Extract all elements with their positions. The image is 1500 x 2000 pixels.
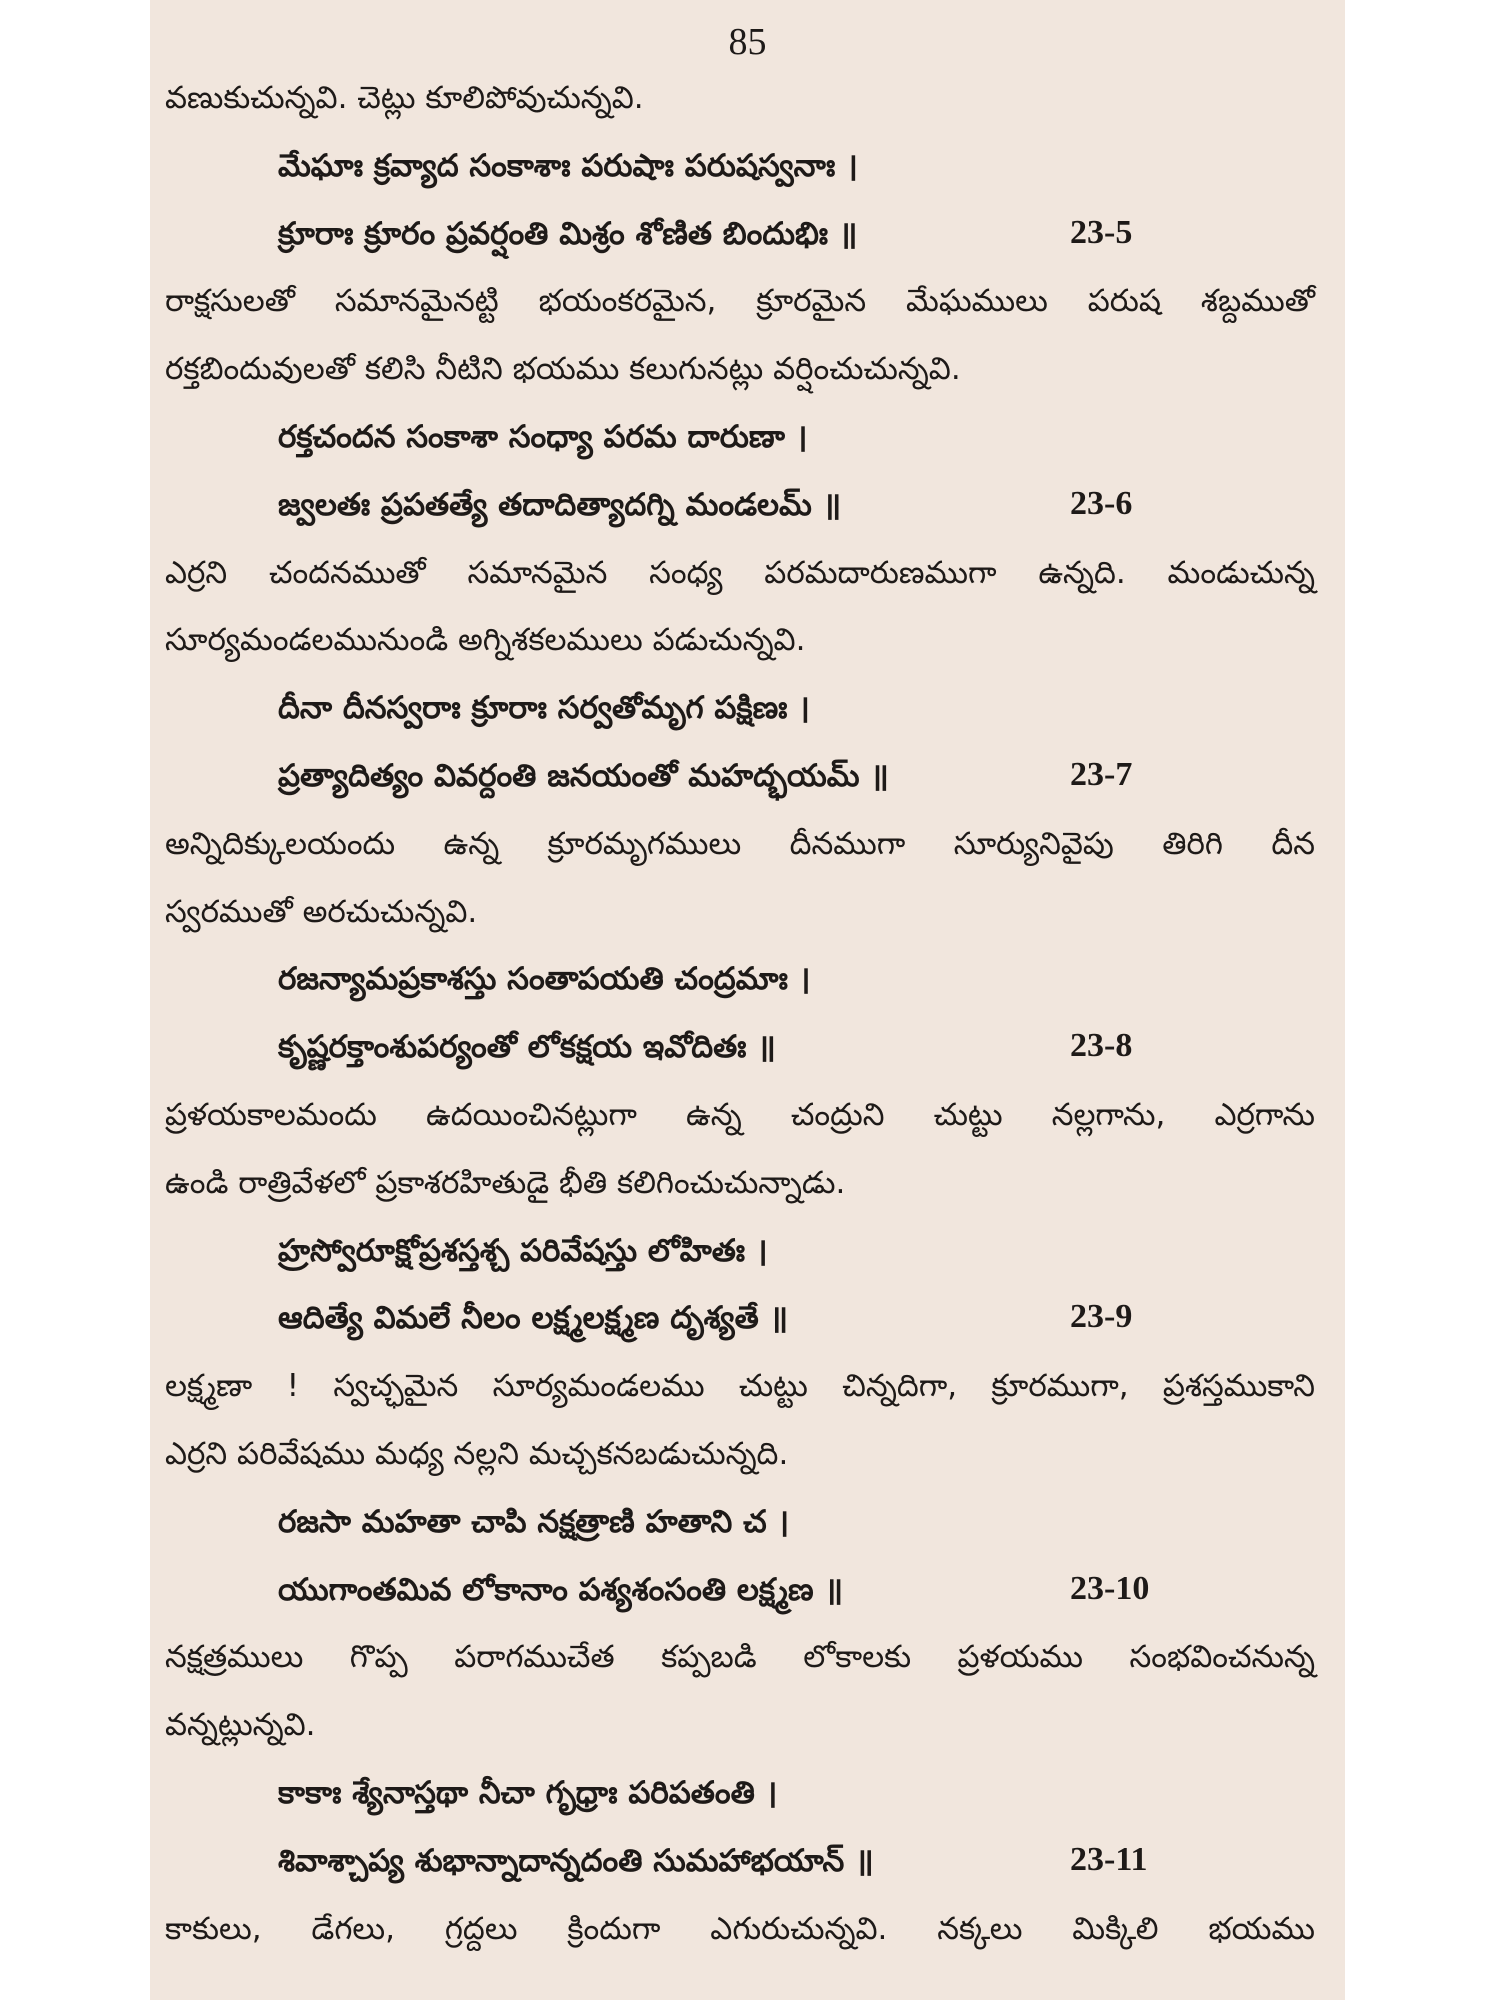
- prose-line: ఉండి రాత్రివేళలో ప్రకాశరహితుడై భీతి కలిగించుచున్నాడు.: [165, 1165, 846, 1201]
- prose-line: ఎర్రని పరివేషము మధ్య నల్లని మచ్చకనబడుచున్నది.: [165, 1436, 789, 1472]
- prose-line: వణుకుచున్నవి. చెట్లు కూలిపోవుచున్నవి.: [165, 80, 644, 116]
- verse-line: ప్రత్యాదిత్యం వివర్దంతి జనయంతో మహద్భయమ్ ॥: [278, 758, 889, 794]
- verse-line: కాకాః శ్యేనాస్తథా నీచా గృధ్రాః పరిపతంతి ।: [278, 1775, 778, 1811]
- prose-line: నక్షత్రములు గొప్ప పరాగముచేత కప్పబడి లోకాలకు ప్రళయము సంభవించనున్న: [165, 1639, 1315, 1675]
- prose-line: రాక్షసులతో సమానమైనట్టి భయంకరమైన, క్రూరమైన మేఘములు పరుష శబ్దముతో: [165, 283, 1315, 319]
- prose-line: కాకులు, డేగలు, గ్రద్దలు క్రిందుగా ఎగురుచున్నవి. నక్కలు మిక్కిలి భయము: [165, 1911, 1315, 1947]
- prose-line: రక్తబిందువులతో కలిసి నీటిని భయము కలుగునట్లు వర్షించుచున్నవి.: [165, 351, 961, 387]
- book-page: [150, 0, 1345, 2000]
- verse-number: 23-10: [1070, 1570, 1150, 1607]
- prose-line: వన్నట్లున్నవి.: [165, 1707, 316, 1743]
- verse-number: 23-5: [1070, 214, 1133, 251]
- verse-number: 23-9: [1070, 1298, 1133, 1335]
- prose-line: ఎర్రని చందనముతో సమానమైన సంధ్య పరమదారుణముగా ఉన్నది. మండుచున్న: [165, 555, 1315, 591]
- verse-line: కృష్ణరక్తాంశుపర్యంతో లోకక్షయ ఇవోదితః ॥: [278, 1029, 776, 1065]
- prose-line: అన్నిదిక్కులయందు ఉన్న క్రూరమృగములు దీనముగా సూర్యునివైపు తిరిగి దీన: [165, 826, 1315, 862]
- verse-line: రజసా మహతా చాపి నక్షత్రాణి హతాని చ ।: [278, 1504, 790, 1540]
- prose-line: ప్రళయకాలమందు ఉదయించినట్లుగా ఉన్న చంద్రుని చుట్టు నల్లగాను, ఎర్రగాను: [165, 1097, 1315, 1133]
- verse-line: యుగాంతమివ లోకానాం పశ్యశంసంతి లక్ష్మణ ॥: [278, 1572, 844, 1608]
- verse-number: 23-8: [1070, 1027, 1133, 1064]
- verse-line: దీనా దీనస్వరాః క్రూరాః సర్వతోమృగ పక్షిణః ।: [278, 690, 810, 726]
- verse-line: శివాశ్చాప్య శుభాన్నాదాన్నదంతి సుమహాభయాన్ ॥: [278, 1843, 874, 1879]
- verse-line: రజన్యామప్రకాశస్తు సంతాపయతి చంద్రమాః ।: [278, 961, 811, 997]
- verse-line: క్రూరాః క్రూరం ప్రవర్షంతి మిశ్రం శోణిత బిందుభిః ॥: [278, 216, 858, 252]
- verse-line: హ్రస్వోరూక్షోప్రశస్తశ్చ పరివేషస్తు లోహితః ।: [278, 1233, 768, 1269]
- verse-number: 23-7: [1070, 756, 1133, 793]
- prose-line: లక్ష్మణా ! స్వచ్ఛమైన సూర్యమండలము చుట్టు చిన్నదిగా, క్రూరముగా, ప్రశస్తముకాని: [165, 1368, 1315, 1404]
- verse-number: 23-6: [1070, 485, 1133, 522]
- verse-line: రక్తచందన సంకాశా సంధ్యా పరమ దారుణా ।: [278, 419, 808, 455]
- verse-number: 23-11: [1070, 1841, 1148, 1878]
- verse-line: మేఘాః క్రవ్యాద సంకాశాః పరుషాః పరుషస్వనాః ।: [278, 148, 858, 184]
- verse-line: ఆదిత్యే విమలే నీలం లక్ష్మలక్ష్మణ దృశ్యతే ॥: [278, 1300, 789, 1336]
- verse-line: జ్వలతః ప్రపతత్యే తదాదిత్యాదగ్ని మండలమ్ ॥: [278, 487, 842, 523]
- prose-line: స్వరముతో అరచుచున్నవి.: [165, 894, 478, 930]
- prose-line: సూర్యమండలమునుండి అగ్నిశకలములు పడుచున్నవి.: [165, 622, 806, 658]
- page-number: 85: [728, 21, 767, 63]
